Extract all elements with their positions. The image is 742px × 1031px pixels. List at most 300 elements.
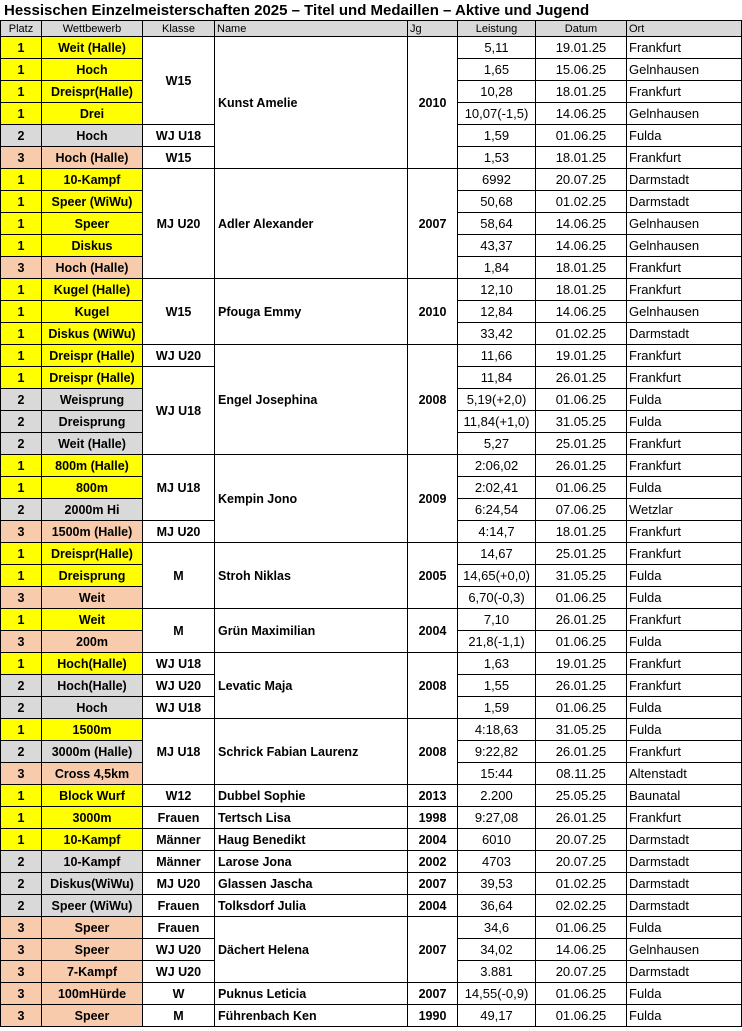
cell-leistung: 34,6	[458, 917, 536, 939]
cell-datum: 25.01.25	[536, 543, 627, 565]
table-row	[1, 807, 742, 829]
cell-datum: 18.01.25	[536, 521, 627, 543]
cell-leistung: 14,67	[458, 543, 536, 565]
cell-ort: Frankfurt	[627, 653, 742, 675]
cell-leistung: 4703	[458, 851, 536, 873]
cell-klasse: MJ U20	[143, 873, 215, 895]
cell-platz: 2	[1, 697, 42, 719]
cell-wettbewerb: Speer	[42, 939, 143, 961]
cell-platz: 1	[1, 345, 42, 367]
cell-platz: 1	[1, 609, 42, 631]
cell-datum: 01.06.25	[536, 917, 627, 939]
cell-ort: Fulda	[627, 983, 742, 1005]
cell-datum: 01.06.25	[536, 477, 627, 499]
cell-platz: 3	[1, 521, 42, 543]
cell-platz: 3	[1, 763, 42, 785]
cell-datum: 20.07.25	[536, 961, 627, 983]
cell-datum: 26.01.25	[536, 741, 627, 763]
cell-leistung: 4:14,7	[458, 521, 536, 543]
cell-leistung: 36,64	[458, 895, 536, 917]
cell-jg: 2004	[408, 829, 458, 851]
cell-klasse: Frauen	[143, 895, 215, 917]
cell-jg: 2007	[408, 917, 458, 983]
cell-datum: 20.07.25	[536, 169, 627, 191]
cell-platz: 1	[1, 543, 42, 565]
cell-klasse: MJ U18	[143, 719, 215, 785]
cell-wettbewerb: Speer	[42, 917, 143, 939]
cell-wettbewerb: Speer (WiWu)	[42, 191, 143, 213]
cell-ort: Frankfurt	[627, 807, 742, 829]
cell-datum: 19.01.25	[536, 345, 627, 367]
cell-leistung: 43,37	[458, 235, 536, 257]
cell-platz: 3	[1, 983, 42, 1005]
table-row	[1, 279, 742, 301]
cell-wettbewerb: Hoch(Halle)	[42, 675, 143, 697]
cell-leistung: 12,84	[458, 301, 536, 323]
table-row	[1, 873, 742, 895]
cell-ort: Frankfurt	[627, 257, 742, 279]
cell-ort: Fulda	[627, 917, 742, 939]
cell-jg: 2002	[408, 851, 458, 873]
page-title: Hessischen Einzelmeisterschaften 2025 – Titel und Medaillen – Aktive und Jugend	[4, 2, 590, 19]
cell-ort: Gelnhausen	[627, 301, 742, 323]
header-wettbewerb: Wettbewerb	[42, 21, 143, 37]
cell-leistung: 6,70(-0,3)	[458, 587, 536, 609]
cell-jg: 2010	[408, 279, 458, 345]
cell-platz: 1	[1, 807, 42, 829]
table-row	[1, 455, 742, 477]
cell-ort: Darmstadt	[627, 829, 742, 851]
cell-klasse: Frauen	[143, 917, 215, 939]
cell-name: Levatic Maja	[215, 653, 408, 719]
cell-datum: 25.01.25	[536, 433, 627, 455]
cell-klasse: M	[143, 543, 215, 609]
cell-leistung: 11,66	[458, 345, 536, 367]
cell-leistung: 2.200	[458, 785, 536, 807]
cell-ort: Frankfurt	[627, 543, 742, 565]
cell-datum: 19.01.25	[536, 37, 627, 59]
cell-wettbewerb: Dreispr (Halle)	[42, 345, 143, 367]
table-row	[1, 609, 742, 631]
table-row	[1, 543, 742, 565]
cell-platz: 1	[1, 235, 42, 257]
table-body	[1, 37, 742, 1027]
cell-datum: 01.06.25	[536, 631, 627, 653]
cell-klasse: Frauen	[143, 807, 215, 829]
cell-leistung: 33,42	[458, 323, 536, 345]
cell-leistung: 39,53	[458, 873, 536, 895]
cell-platz: 3	[1, 257, 42, 279]
cell-datum: 15.06.25	[536, 59, 627, 81]
cell-leistung: 1,59	[458, 697, 536, 719]
cell-platz: 1	[1, 213, 42, 235]
cell-platz: 3	[1, 939, 42, 961]
cell-platz: 2	[1, 895, 42, 917]
cell-name: Dubbel Sophie	[215, 785, 408, 807]
cell-name: Kunst Amelie	[215, 37, 408, 169]
cell-wettbewerb: Kugel	[42, 301, 143, 323]
cell-leistung: 2:02,41	[458, 477, 536, 499]
cell-ort: Fulda	[627, 389, 742, 411]
cell-datum: 01.02.25	[536, 191, 627, 213]
table-row	[1, 785, 742, 807]
cell-leistung: 7,10	[458, 609, 536, 631]
cell-wettbewerb: 3000m (Halle)	[42, 741, 143, 763]
cell-ort: Fulda	[627, 477, 742, 499]
cell-wettbewerb: Dreispr (Halle)	[42, 367, 143, 389]
cell-datum: 19.01.25	[536, 653, 627, 675]
cell-platz: 2	[1, 411, 42, 433]
cell-datum: 31.05.25	[536, 719, 627, 741]
cell-datum: 18.01.25	[536, 81, 627, 103]
cell-platz: 2	[1, 433, 42, 455]
header-name: Name	[215, 21, 408, 37]
cell-wettbewerb: 200m	[42, 631, 143, 653]
cell-platz: 2	[1, 675, 42, 697]
cell-wettbewerb: 800m (Halle)	[42, 455, 143, 477]
cell-jg: 2010	[408, 37, 458, 169]
cell-jg: 2007	[408, 983, 458, 1005]
header-datum: Datum	[536, 21, 627, 37]
cell-ort: Fulda	[627, 565, 742, 587]
cell-ort: Gelnhausen	[627, 235, 742, 257]
cell-wettbewerb: Weit	[42, 587, 143, 609]
cell-platz: 1	[1, 191, 42, 213]
cell-name: Adler Alexander	[215, 169, 408, 279]
cell-wettbewerb: Diskus(WiWu)	[42, 873, 143, 895]
cell-ort: Frankfurt	[627, 345, 742, 367]
cell-datum: 18.01.25	[536, 257, 627, 279]
cell-leistung: 11,84(+1,0)	[458, 411, 536, 433]
table-header-row	[1, 21, 742, 37]
cell-platz: 2	[1, 389, 42, 411]
header-platz: Platz	[1, 21, 42, 37]
cell-jg: 2004	[408, 895, 458, 917]
cell-ort: Darmstadt	[627, 323, 742, 345]
cell-name: Glassen Jascha	[215, 873, 408, 895]
cell-jg: 2007	[408, 873, 458, 895]
cell-name: Schrick Fabian Laurenz	[215, 719, 408, 785]
cell-datum: 14.06.25	[536, 213, 627, 235]
cell-leistung: 14,65(+0,0)	[458, 565, 536, 587]
cell-leistung: 50,68	[458, 191, 536, 213]
cell-leistung: 10,28	[458, 81, 536, 103]
cell-wettbewerb: Dreispr(Halle)	[42, 81, 143, 103]
cell-wettbewerb: 3000m	[42, 807, 143, 829]
cell-ort: Darmstadt	[627, 851, 742, 873]
cell-leistung: 5,11	[458, 37, 536, 59]
cell-name: Tertsch Lisa	[215, 807, 408, 829]
cell-name: Puknus Leticia	[215, 983, 408, 1005]
cell-jg: 1998	[408, 807, 458, 829]
cell-jg: 2008	[408, 653, 458, 719]
cell-datum: 02.02.25	[536, 895, 627, 917]
cell-klasse: W12	[143, 785, 215, 807]
cell-datum: 18.01.25	[536, 147, 627, 169]
cell-platz: 1	[1, 301, 42, 323]
cell-ort: Fulda	[627, 587, 742, 609]
cell-ort: Fulda	[627, 631, 742, 653]
cell-name: Stroh Niklas	[215, 543, 408, 609]
cell-klasse: MJ U20	[143, 521, 215, 543]
cell-platz: 1	[1, 103, 42, 125]
cell-jg: 2013	[408, 785, 458, 807]
table-row	[1, 37, 742, 59]
cell-leistung: 2:06,02	[458, 455, 536, 477]
cell-wettbewerb: Dreispr(Halle)	[42, 543, 143, 565]
cell-datum: 01.06.25	[536, 389, 627, 411]
table-row	[1, 983, 742, 1005]
cell-wettbewerb: 100mHürde	[42, 983, 143, 1005]
cell-ort: Frankfurt	[627, 279, 742, 301]
cell-jg: 2008	[408, 345, 458, 455]
cell-platz: 3	[1, 587, 42, 609]
cell-wettbewerb: 2000m Hi	[42, 499, 143, 521]
table-row	[1, 169, 742, 191]
cell-klasse: WJ U20	[143, 961, 215, 983]
cell-datum: 26.01.25	[536, 367, 627, 389]
cell-name: Engel Josephina	[215, 345, 408, 455]
cell-leistung: 1,59	[458, 125, 536, 147]
cell-wettbewerb: Cross 4,5km	[42, 763, 143, 785]
table-row	[1, 719, 742, 741]
cell-wettbewerb: Weit (Halle)	[42, 37, 143, 59]
cell-klasse: MJ U18	[143, 455, 215, 521]
cell-platz: 1	[1, 59, 42, 81]
cell-ort: Frankfurt	[627, 521, 742, 543]
cell-ort: Fulda	[627, 1005, 742, 1027]
cell-leistung: 1,65	[458, 59, 536, 81]
cell-klasse: W	[143, 983, 215, 1005]
cell-leistung: 58,64	[458, 213, 536, 235]
cell-ort: Fulda	[627, 125, 742, 147]
cell-jg: 2007	[408, 169, 458, 279]
cell-klasse: WJ U18	[143, 697, 215, 719]
cell-jg: 2004	[408, 609, 458, 653]
cell-platz: 2	[1, 125, 42, 147]
cell-platz: 1	[1, 37, 42, 59]
cell-klasse: WJ U20	[143, 939, 215, 961]
cell-platz: 2	[1, 741, 42, 763]
cell-name: Tolksdorf Julia	[215, 895, 408, 917]
cell-name: Dächert Helena	[215, 917, 408, 983]
cell-platz: 1	[1, 565, 42, 587]
cell-datum: 01.06.25	[536, 587, 627, 609]
table-row	[1, 851, 742, 873]
cell-platz: 2	[1, 873, 42, 895]
cell-leistung: 6:24,54	[458, 499, 536, 521]
cell-ort: Fulda	[627, 411, 742, 433]
cell-klasse: M	[143, 1005, 215, 1027]
cell-datum: 20.07.25	[536, 829, 627, 851]
table-row	[1, 653, 742, 675]
cell-platz: 2	[1, 499, 42, 521]
cell-wettbewerb: Weisprung	[42, 389, 143, 411]
cell-ort: Darmstadt	[627, 895, 742, 917]
cell-ort: Fulda	[627, 719, 742, 741]
cell-wettbewerb: 800m	[42, 477, 143, 499]
header-klasse: Klasse	[143, 21, 215, 37]
cell-klasse: Männer	[143, 829, 215, 851]
cell-klasse: W15	[143, 147, 215, 169]
cell-leistung: 1,63	[458, 653, 536, 675]
header-leistung: Leistung	[458, 21, 536, 37]
table-row	[1, 829, 742, 851]
cell-name: Pfouga Emmy	[215, 279, 408, 345]
cell-leistung: 15:44	[458, 763, 536, 785]
cell-name: Larose Jona	[215, 851, 408, 873]
cell-klasse: W15	[143, 37, 215, 125]
cell-wettbewerb: Drei	[42, 103, 143, 125]
cell-wettbewerb: 7-Kampf	[42, 961, 143, 983]
header-ort: Ort	[627, 21, 742, 37]
cell-ort: Gelnhausen	[627, 213, 742, 235]
cell-ort: Frankfurt	[627, 609, 742, 631]
cell-wettbewerb: Speer (WiWu)	[42, 895, 143, 917]
table-row	[1, 895, 742, 917]
cell-wettbewerb: 10-Kampf	[42, 169, 143, 191]
cell-wettbewerb: Diskus	[42, 235, 143, 257]
cell-datum: 01.06.25	[536, 125, 627, 147]
cell-datum: 26.01.25	[536, 675, 627, 697]
cell-datum: 07.06.25	[536, 499, 627, 521]
cell-datum: 01.06.25	[536, 983, 627, 1005]
cell-datum: 01.06.25	[536, 697, 627, 719]
cell-platz: 3	[1, 147, 42, 169]
cell-datum: 01.02.25	[536, 873, 627, 895]
cell-platz: 1	[1, 653, 42, 675]
cell-wettbewerb: Hoch	[42, 125, 143, 147]
cell-jg: 2005	[408, 543, 458, 609]
cell-platz: 3	[1, 1005, 42, 1027]
cell-platz: 1	[1, 81, 42, 103]
cell-leistung: 1,53	[458, 147, 536, 169]
cell-ort: Frankfurt	[627, 675, 742, 697]
cell-ort: Wetzlar	[627, 499, 742, 521]
cell-ort: Darmstadt	[627, 169, 742, 191]
cell-ort: Frankfurt	[627, 455, 742, 477]
cell-datum: 08.11.25	[536, 763, 627, 785]
cell-leistung: 6992	[458, 169, 536, 191]
cell-leistung: 34,02	[458, 939, 536, 961]
cell-leistung: 5,27	[458, 433, 536, 455]
cell-wettbewerb: Speer	[42, 1005, 143, 1027]
cell-leistung: 10,07(-1,5)	[458, 103, 536, 125]
cell-datum: 14.06.25	[536, 939, 627, 961]
cell-platz: 1	[1, 829, 42, 851]
cell-ort: Frankfurt	[627, 81, 742, 103]
cell-wettbewerb: Hoch (Halle)	[42, 257, 143, 279]
cell-leistung: 1,84	[458, 257, 536, 279]
cell-wettbewerb: 10-Kampf	[42, 829, 143, 851]
cell-jg: 2008	[408, 719, 458, 785]
cell-wettbewerb: Hoch	[42, 697, 143, 719]
cell-datum: 31.05.25	[536, 411, 627, 433]
cell-datum: 20.07.25	[536, 851, 627, 873]
cell-leistung: 5,19(+2,0)	[458, 389, 536, 411]
cell-datum: 14.06.25	[536, 301, 627, 323]
cell-name: Kempin Jono	[215, 455, 408, 543]
cell-ort: Altenstadt	[627, 763, 742, 785]
cell-datum: 26.01.25	[536, 807, 627, 829]
cell-ort: Frankfurt	[627, 741, 742, 763]
cell-wettbewerb: Speer	[42, 213, 143, 235]
cell-name: Haug Benedikt	[215, 829, 408, 851]
cell-wettbewerb: Hoch	[42, 59, 143, 81]
cell-platz: 1	[1, 279, 42, 301]
cell-platz: 3	[1, 631, 42, 653]
cell-wettbewerb: Weit (Halle)	[42, 433, 143, 455]
cell-name: Grün Maximilian	[215, 609, 408, 653]
cell-leistung: 3.881	[458, 961, 536, 983]
cell-ort: Baunatal	[627, 785, 742, 807]
cell-wettbewerb: 1500m (Halle)	[42, 521, 143, 543]
cell-wettbewerb: Weit	[42, 609, 143, 631]
cell-wettbewerb: Hoch (Halle)	[42, 147, 143, 169]
cell-platz: 1	[1, 719, 42, 741]
cell-wettbewerb: 1500m	[42, 719, 143, 741]
cell-platz: 1	[1, 367, 42, 389]
cell-ort: Gelnhausen	[627, 103, 742, 125]
cell-platz: 1	[1, 477, 42, 499]
cell-leistung: 14,55(-0,9)	[458, 983, 536, 1005]
cell-klasse: Männer	[143, 851, 215, 873]
cell-ort: Darmstadt	[627, 873, 742, 895]
cell-leistung: 4:18,63	[458, 719, 536, 741]
cell-ort: Frankfurt	[627, 433, 742, 455]
cell-leistung: 6010	[458, 829, 536, 851]
cell-leistung: 1,55	[458, 675, 536, 697]
cell-wettbewerb: 10-Kampf	[42, 851, 143, 873]
cell-ort: Darmstadt	[627, 961, 742, 983]
cell-klasse: W15	[143, 279, 215, 345]
cell-klasse: M	[143, 609, 215, 653]
results-table	[0, 20, 742, 1027]
cell-klasse: WJ U20	[143, 345, 215, 367]
cell-wettbewerb: Block Wurf	[42, 785, 143, 807]
cell-wettbewerb: Dreisprung	[42, 411, 143, 433]
cell-datum: 25.05.25	[536, 785, 627, 807]
table-row	[1, 917, 742, 939]
cell-klasse: WJ U18	[143, 125, 215, 147]
cell-ort: Frankfurt	[627, 37, 742, 59]
cell-platz: 1	[1, 785, 42, 807]
table-row	[1, 1005, 742, 1027]
cell-leistung: 49,17	[458, 1005, 536, 1027]
cell-ort: Frankfurt	[627, 367, 742, 389]
cell-leistung: 12,10	[458, 279, 536, 301]
cell-ort: Darmstadt	[627, 191, 742, 213]
cell-platz: 1	[1, 169, 42, 191]
cell-ort: Fulda	[627, 697, 742, 719]
cell-jg: 2009	[408, 455, 458, 543]
cell-datum: 01.02.25	[536, 323, 627, 345]
cell-klasse: WJ U18	[143, 367, 215, 455]
cell-platz: 3	[1, 961, 42, 983]
header-jg: Jg	[408, 21, 458, 37]
cell-datum: 14.06.25	[536, 103, 627, 125]
cell-leistung: 9:22,82	[458, 741, 536, 763]
cell-platz: 1	[1, 455, 42, 477]
cell-platz: 2	[1, 851, 42, 873]
cell-klasse: MJ U20	[143, 169, 215, 279]
cell-name: Führenbach Ken	[215, 1005, 408, 1027]
cell-datum: 26.01.25	[536, 609, 627, 631]
cell-datum: 14.06.25	[536, 235, 627, 257]
cell-wettbewerb: Diskus (WiWu)	[42, 323, 143, 345]
cell-jg: 1990	[408, 1005, 458, 1027]
cell-ort: Gelnhausen	[627, 59, 742, 81]
